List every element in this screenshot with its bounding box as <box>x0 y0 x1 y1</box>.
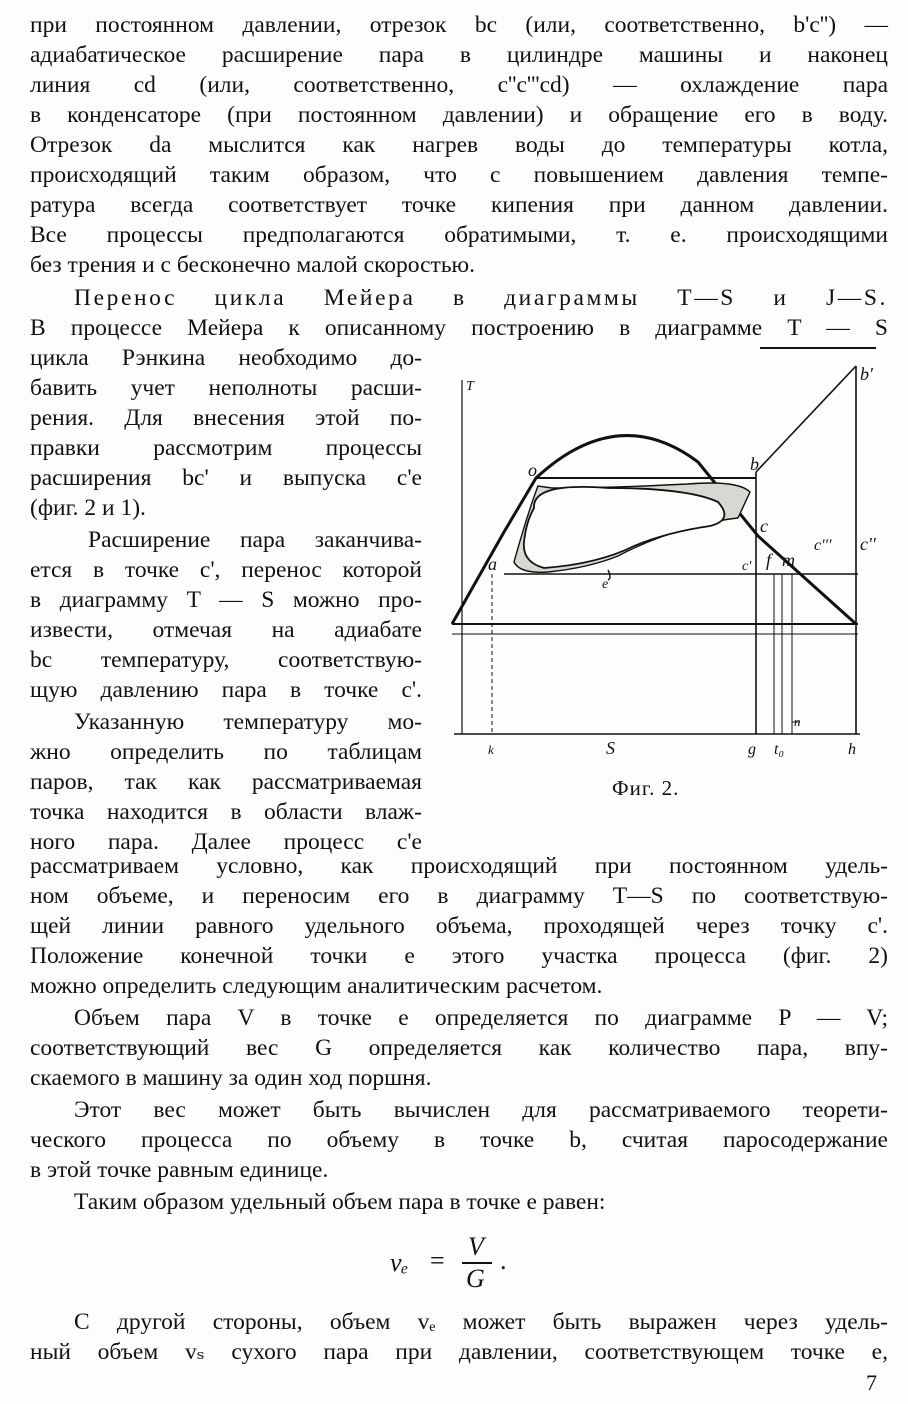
line-bb-prime <box>756 366 856 472</box>
label-f: f <box>766 550 772 570</box>
section-title: Перенос цикла Мейера в диаграммы T—S и J—S. <box>74 285 888 311</box>
text-line: Все процессы предполагаются обратимыми, т. е. происходящими <box>30 222 888 248</box>
formula-dot: . <box>500 1246 507 1275</box>
text-line: щей линии равного удельного объема, проходящей через точку c'. <box>30 913 888 939</box>
text-line: скаемого в машину за один ход поршня. <box>30 1065 432 1091</box>
text-line: цикла Рэнкина необходимо до- <box>30 345 422 371</box>
label-S: S <box>606 738 615 758</box>
text-line: ческого процесса по объему в точке b, считая паросодержание <box>30 1127 888 1153</box>
text-line: ется в точке c', перенос которой <box>30 557 422 583</box>
text-line: Положение конечной точки e этого участка процесса (фиг. 2) <box>30 943 888 969</box>
label-h: h <box>848 741 856 758</box>
figure-2-ts-diagram <box>448 342 878 762</box>
label-c-double: c'' <box>860 534 876 554</box>
formula-denominator: G <box>466 1264 485 1293</box>
text-line: в этой точке равным единице. <box>30 1157 329 1183</box>
text-line: ратура всегда соответствует точке кипения при данном давлении. <box>30 192 888 218</box>
text-line: ного пара. Далее процесс c'e <box>30 829 422 855</box>
text-line: ном объеме, и переносим его в диаграмму T—S по соответствую- <box>30 883 888 909</box>
label-c-prime: c' <box>742 559 752 574</box>
label-b: b <box>750 454 759 474</box>
text-line: рассматриваем условно, как происходящий при постоянном удель- <box>30 853 888 879</box>
label-k: k <box>488 742 494 757</box>
text-line: рения. Для внесения этой по- <box>30 405 422 431</box>
formula-equals: = <box>430 1246 445 1275</box>
text-line: Таким образом удельный объем пара в точке e равен: <box>74 1189 606 1215</box>
text-line: С другой стороны, объем vₑ может быть выражен через удель- <box>74 1309 888 1335</box>
text-line: щую давлению пара в точке c'. <box>30 677 422 703</box>
text-line: (фиг. 2 и 1). <box>30 495 146 521</box>
page-number: 7 <box>866 1370 877 1395</box>
figure-caption: Фиг. 2. <box>612 776 680 800</box>
label-T: T <box>466 379 474 394</box>
text-line: bc температуру, соответствую- <box>30 647 422 673</box>
text-line: Указанную температуру мо- <box>74 709 422 735</box>
text-line: линия cd (или, соответственно, c''c'''cd) — охлаждение пара <box>30 72 888 98</box>
text-line: точка находится в области влаж- <box>30 799 422 825</box>
text-line: Отрезок da мыслится как нагрев воды до температуры котла, <box>30 132 888 158</box>
label-a: a <box>488 554 497 574</box>
text-line: при постоянном давлении, отрезок bc (или, соответственно, b'c'') — <box>30 12 888 38</box>
label-m: m <box>782 550 795 570</box>
text-line: Объем пара V в точке e определяется по диаграмме P — V; <box>74 1005 888 1031</box>
label-g: g <box>748 741 756 758</box>
text-line: адиабатическое расширение пара в цилиндре машины и наконец <box>30 42 888 68</box>
text-line: жно определить по таблицам <box>30 739 422 765</box>
label-n: n <box>794 714 801 729</box>
text-line: в диаграмму T — S можно про- <box>30 587 422 613</box>
label-c: c <box>760 516 768 536</box>
text-line: можно определить следующим аналитическим расчетом. <box>30 973 603 999</box>
text-line: без трения и с бесконечно малой скоростью. <box>30 252 475 278</box>
label-o: o <box>528 460 537 480</box>
label-c-triple: c''' <box>814 537 832 554</box>
text-line: соответствующий вес G определяется как количество пара, впу- <box>30 1035 888 1061</box>
text-line: извести, отмечая на адиабате <box>30 617 422 643</box>
formula-lhs: vₑ <box>390 1248 409 1277</box>
label-b-prime: b' <box>860 364 873 384</box>
text-line: В процессе Мейера к описанному построению в диаграмме T — S <box>30 315 888 341</box>
meyer-loop <box>524 487 725 568</box>
label-t0: t₀ <box>774 741 785 758</box>
text-line: в конденсаторе (при постоянном давлении) и обращение его в воду. <box>30 102 888 128</box>
text-line: Этот вес может быть вычислен для рассматриваемого теорети- <box>74 1097 888 1123</box>
label-e: e <box>602 577 609 592</box>
formula-numerator: V <box>468 1232 484 1261</box>
formula-ve <box>380 1232 520 1292</box>
text-line: расширения bc' и выпуска c'e <box>30 465 422 491</box>
text-line: ный объем vₛ сухого пара при давлении, соответствующем точке e, <box>30 1339 888 1365</box>
text-line: паров, так как рассматриваемая <box>30 769 422 795</box>
text-line: правки рассмотрим процессы <box>30 435 422 461</box>
text-line: происходящий таким образом, что с повышением давления темпе- <box>30 162 888 188</box>
text-line: Расширение пара заканчива- <box>88 527 422 553</box>
point-e-mark <box>608 570 610 580</box>
text-line: бавить учет неполноты расши- <box>30 375 422 401</box>
